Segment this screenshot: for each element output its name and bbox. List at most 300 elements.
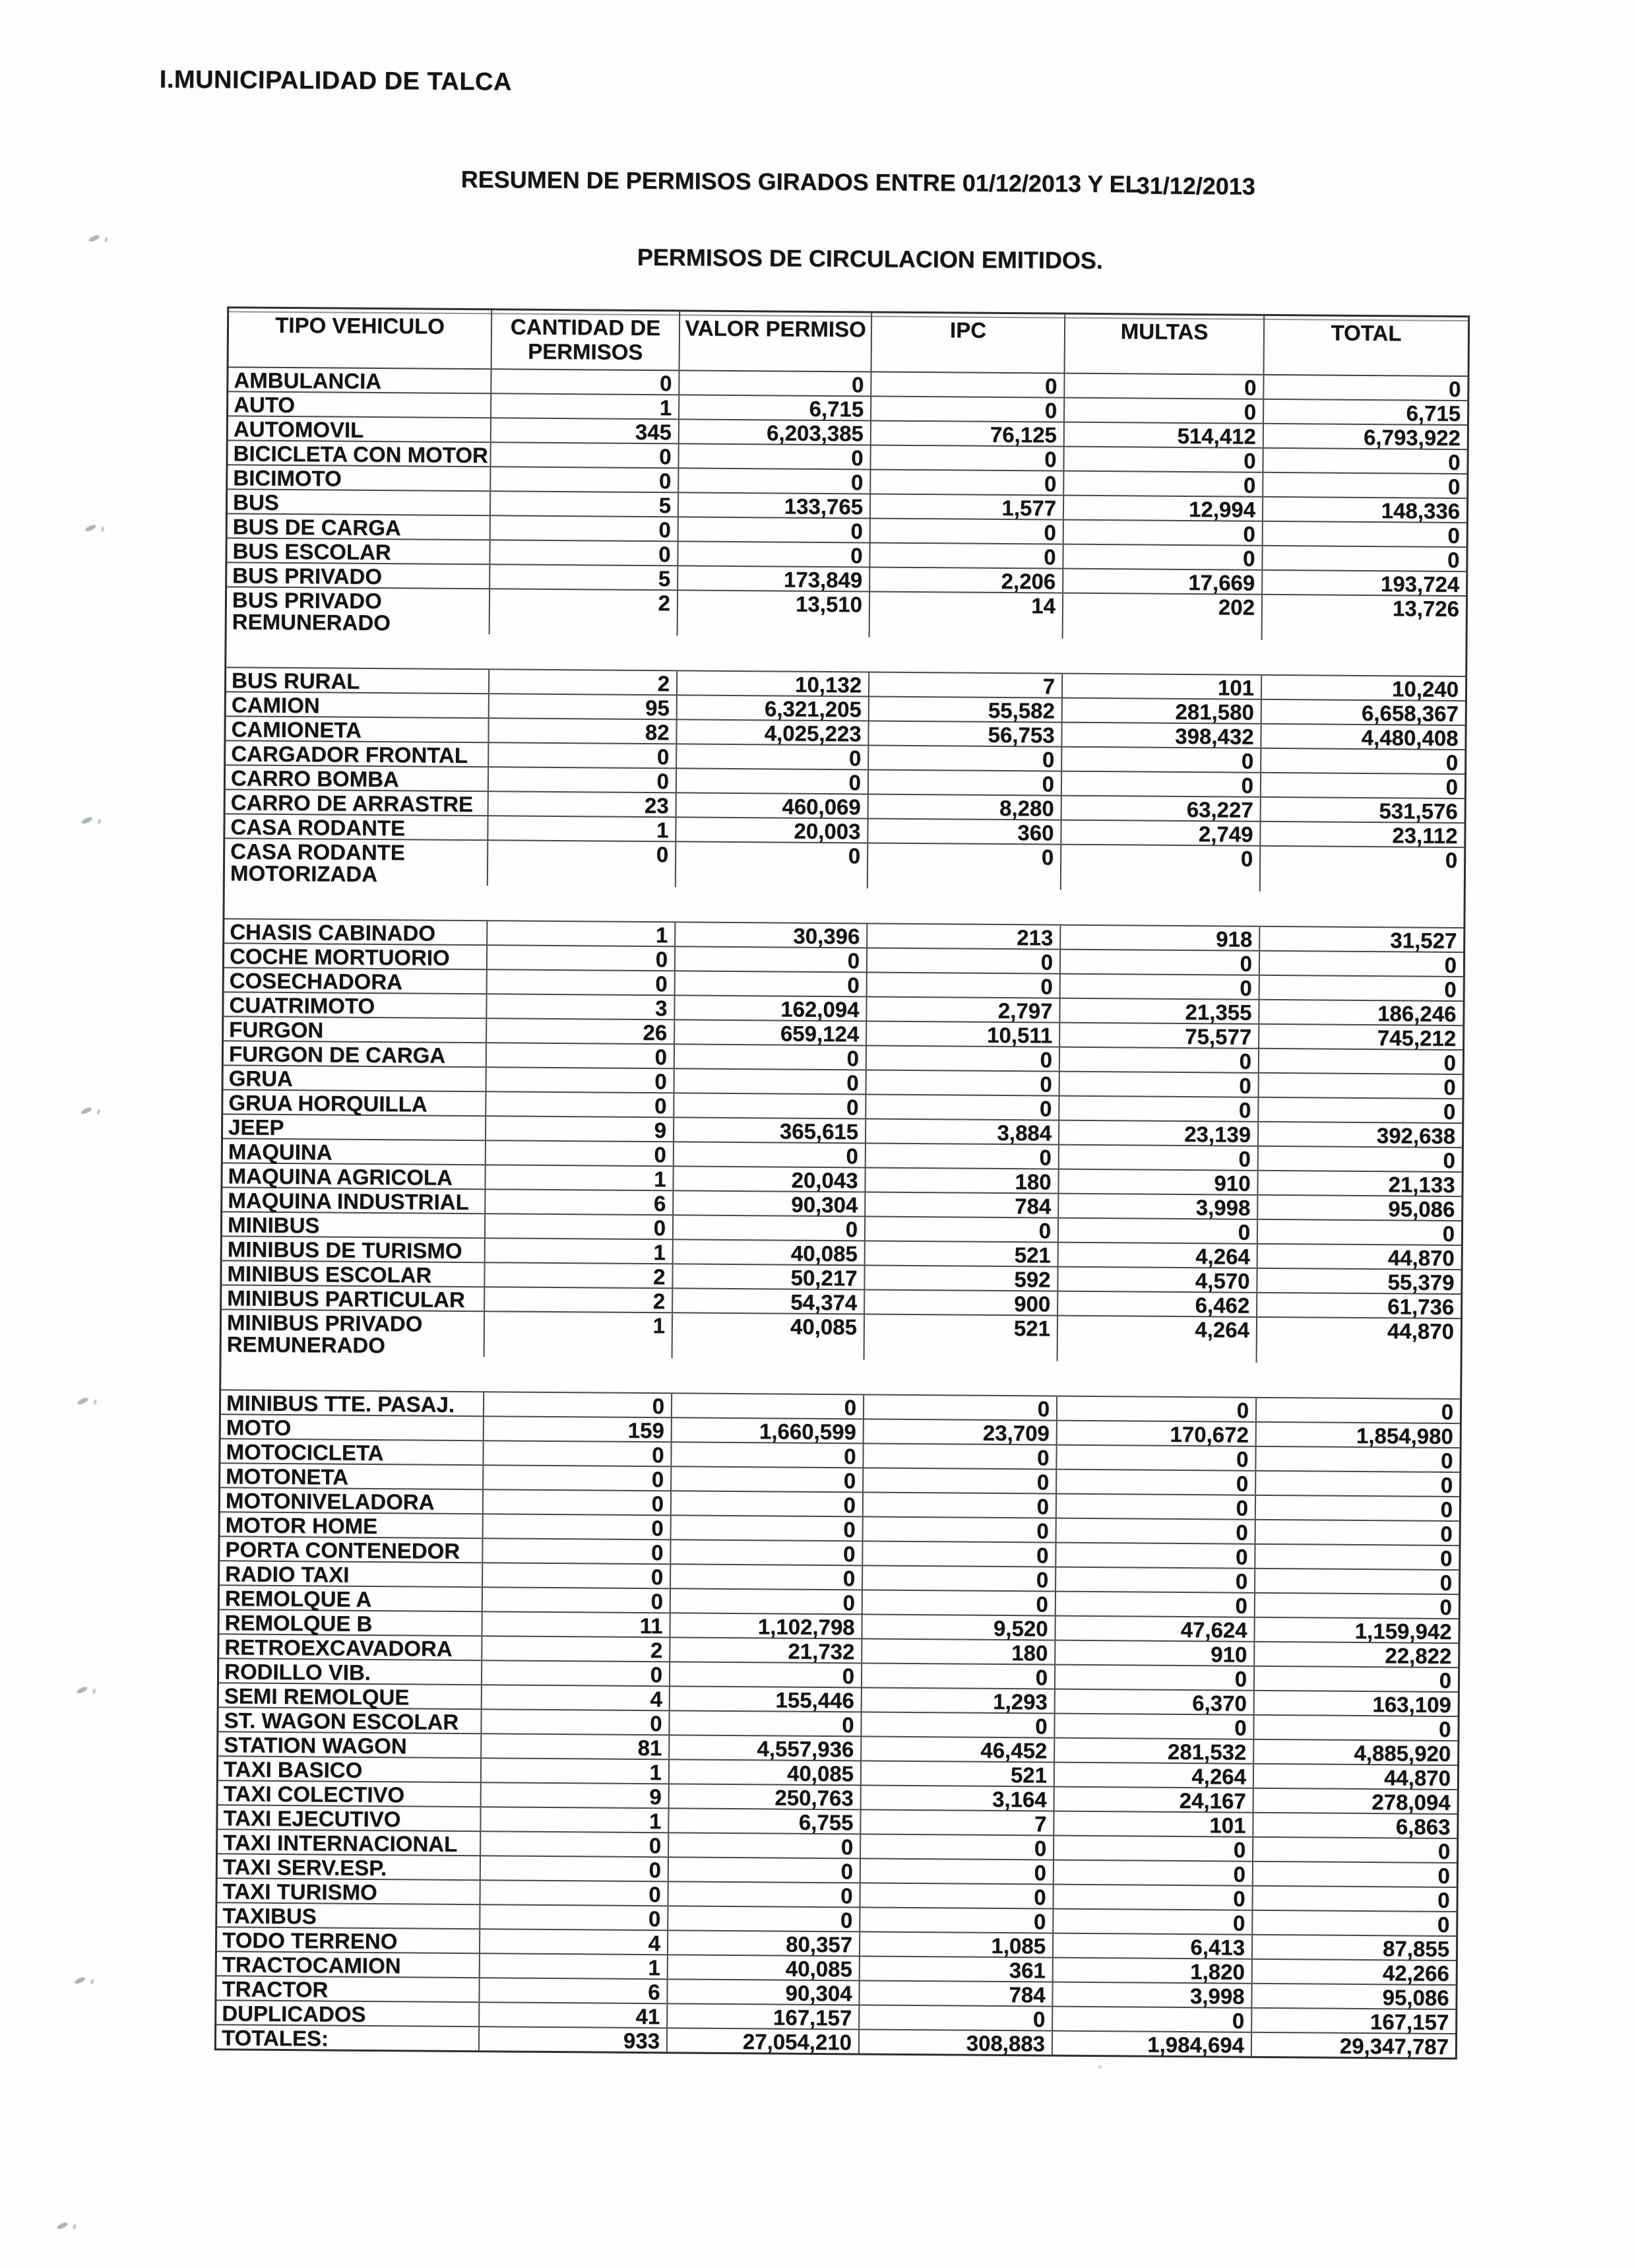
cell-valor-permiso: 80,357: [668, 1931, 860, 1955]
cell-cantidad-permisos: 0: [482, 1661, 670, 1685]
cell-valor-permiso: 10,132: [677, 671, 869, 696]
cell-total: 0: [1439, 1545, 1453, 1571]
cell-cantidad-permisos: 23: [489, 792, 677, 816]
cell-tipo-vehiculo: MINIBUS ESCOLAR: [222, 1261, 485, 1286]
cell-cantidad-permisos: 1: [491, 394, 679, 418]
cell-total: 6,793,922: [1363, 424, 1461, 451]
cell-multas: 3,998: [1053, 1983, 1252, 2007]
cell-cantidad-permisos: 0: [487, 1068, 675, 1092]
cell-valor-permiso: 162,094: [675, 996, 867, 1020]
cell-tipo-vehiculo: ST. WAGON ESCOLAR: [218, 1708, 482, 1733]
cell-valor-permiso: 173,849: [678, 566, 870, 591]
cell-tipo-vehiculo: GRUA: [224, 1066, 487, 1091]
cell-valor-permiso: 167,157: [668, 2004, 860, 2028]
cell-valor-permiso: 40,085: [668, 1955, 860, 1980]
cell-cantidad-permisos: 81: [482, 1734, 670, 1759]
cell-ipc: 0: [860, 2005, 1053, 2030]
cell-tipo-vehiculo: COCHE MORTUORIO: [224, 944, 488, 969]
cell-cantidad-permisos: 345: [491, 418, 679, 443]
cell-valor-permiso: 40,085: [670, 1760, 862, 1784]
cell-valor-permiso: 54,374: [673, 1289, 865, 1313]
cell-tipo-vehiculo: TAXI TURISMO: [218, 1879, 481, 1904]
cell-tipo-vehiculo: REMOLQUE B: [220, 1610, 483, 1635]
cell-tipo-vehiculo: TAXI SERV.ESP.: [218, 1854, 481, 1879]
cell-ipc: 14: [870, 592, 1063, 638]
cell-valor-permiso: 0: [676, 971, 867, 996]
cell-multas: 101: [1063, 674, 1262, 699]
cell-tipo-vehiculo: STATION WAGON: [218, 1732, 482, 1757]
cell-tipo-vehiculo: CASA RODANTE: [225, 814, 488, 839]
cell-tipo-vehiculo: MINIBUS PARTICULAR: [222, 1285, 485, 1311]
cell-multas: 4,264: [1059, 1243, 1258, 1268]
cell-ipc: 900: [865, 1290, 1058, 1314]
cell-multas: 0: [1057, 1397, 1257, 1421]
cell-ipc: 1,293: [862, 1688, 1055, 1712]
cell-tipo-vehiculo: TAXI INTERNACIONAL: [218, 1830, 481, 1855]
table-body: [216, 368, 1468, 2057]
cell-tipo-vehiculo: TAXIBUS: [217, 1903, 480, 1928]
cell-ipc: 0: [862, 1712, 1055, 1737]
cell-multas: 514,412: [1065, 423, 1264, 447]
cell-cantidad-permisos: 0: [483, 1563, 671, 1588]
cell-tipo-vehiculo: REMOLQUE A: [220, 1586, 483, 1611]
cell-total: 0: [1439, 1594, 1452, 1619]
cell-tipo-vehiculo: CAMION: [226, 692, 489, 717]
cell-total: 87,855: [1382, 1936, 1450, 1961]
cell-ipc: 0: [862, 1664, 1055, 1688]
cell-cantidad-permisos: 0: [484, 1441, 672, 1466]
cell-ipc: 46,452: [862, 1737, 1055, 1761]
cell-valor-permiso: 1,660,599: [672, 1418, 864, 1442]
cell-valor-permiso: 30,396: [676, 923, 867, 947]
cell-cantidad-permisos: 0: [483, 1539, 671, 1563]
cell-total: 193,724: [1380, 571, 1460, 597]
cell-valor-permiso: 0: [668, 1906, 860, 1931]
cell-cantidad-permisos: 159: [484, 1417, 672, 1441]
cell-multas: 0: [1056, 1592, 1255, 1617]
cell-valor-permiso: 27,054,210: [668, 2028, 860, 2053]
cell-cantidad-permisos: 11: [483, 1612, 671, 1636]
cell-tipo-vehiculo: RODILLO VIB.: [219, 1659, 482, 1684]
cell-cantidad-permisos: 0: [491, 467, 679, 492]
cell-cantidad-permisos: 2: [485, 1287, 673, 1312]
cell-total: 23,112: [1392, 823, 1458, 849]
cell-tipo-vehiculo: FURGON DE CARGA: [224, 1041, 487, 1066]
cell-tipo-vehiculo: CASA RODANTE MOTORIZADA: [225, 839, 488, 886]
cell-ipc: 521: [862, 1761, 1055, 1786]
cell-total: 0: [1441, 1399, 1454, 1425]
cell-tipo-vehiculo: CHASIS CABINADO: [224, 919, 488, 944]
cell-multas: 0: [1064, 472, 1263, 496]
cell-cantidad-permisos: 0: [487, 1043, 675, 1068]
cell-tipo-vehiculo: TRACTOR: [216, 1976, 480, 2001]
cell-ipc: 360: [868, 819, 1061, 843]
cell-tipo-vehiculo: BUS ESCOLAR: [227, 538, 490, 564]
cell-multas: 0: [1054, 1836, 1253, 1861]
cell-multas: 0: [1059, 1097, 1259, 1121]
cell-cantidad-permisos: 0: [490, 540, 678, 565]
cell-cantidad-permisos: 0: [484, 1514, 672, 1539]
cell-multas: 910: [1059, 1170, 1258, 1194]
cell-cantidad-permisos: 26: [487, 1019, 675, 1043]
cell-multas: 0: [1060, 1072, 1259, 1097]
cell-valor-permiso: 13,510: [678, 591, 870, 637]
cell-tipo-vehiculo: JEEP: [223, 1115, 486, 1140]
cell-total: 0: [1439, 1716, 1451, 1741]
cell-valor-permiso: 0: [674, 1093, 866, 1118]
cell-total: 148,336: [1381, 498, 1461, 524]
cell-tipo-vehiculo: TAXI COLECTIVO: [218, 1781, 482, 1806]
cell-tipo-vehiculo: CARRO DE ARRASTRE: [226, 790, 489, 815]
cell-total: 0: [1444, 952, 1457, 978]
cell-total: 0: [1447, 474, 1461, 500]
table-row: [224, 839, 1464, 928]
cell-tipo-vehiculo: BUS: [228, 490, 491, 515]
cell-total: 29,347,787: [1339, 2033, 1449, 2059]
cell-valor-permiso: 21,732: [670, 1638, 862, 1662]
cell-valor-permiso: 0: [671, 1540, 863, 1565]
cell-total: 1,159,942: [1354, 1618, 1452, 1644]
cell-cantidad-permisos: 0: [481, 1832, 669, 1856]
cell-multas: 170,672: [1057, 1421, 1257, 1446]
cell-ipc: 0: [863, 1566, 1056, 1590]
cell-tipo-vehiculo: MINIBUS PRIVADO REMUNERADO: [222, 1310, 485, 1357]
cell-ipc: 8,280: [869, 794, 1062, 819]
cell-ipc: 0: [860, 1908, 1054, 1932]
cell-total: 167,157: [1369, 2009, 1449, 2034]
cell-cantidad-permisos: 1: [488, 921, 676, 946]
cell-valor-permiso: 20,043: [674, 1167, 865, 1191]
cell-ipc: 0: [861, 1834, 1054, 1859]
header-valor-permiso: VALOR PERMISO: [680, 311, 873, 371]
pencil-smudge: [80, 1107, 102, 1116]
cell-multas: 47,624: [1055, 1617, 1255, 1641]
cell-ipc: 76,125: [871, 421, 1065, 445]
cell-ipc: 213: [867, 924, 1061, 948]
header-total: TOTAL: [1331, 320, 1402, 346]
cell-valor-permiso: 0: [669, 1858, 861, 1882]
cell-valor-permiso: 365,615: [674, 1118, 866, 1142]
pencil-smudge: [57, 2222, 78, 2231]
cell-multas: 2,749: [1061, 821, 1261, 845]
cell-total: 0: [1448, 376, 1461, 402]
cell-total: 531,576: [1379, 798, 1458, 824]
cell-multas: 101: [1054, 1812, 1253, 1836]
table-row: [221, 1310, 1461, 1400]
cell-cantidad-permisos: 0: [484, 1490, 672, 1514]
cell-valor-permiso: 0: [679, 371, 871, 395]
cell-tipo-vehiculo: BICIMOTO: [228, 465, 491, 490]
cell-valor-permiso: 0: [675, 1069, 867, 1093]
cell-ipc: 9,520: [862, 1615, 1055, 1639]
cell-valor-permiso: 0: [669, 1833, 861, 1858]
cell-tipo-vehiculo: MINIBUS: [222, 1212, 486, 1237]
cell-total: 4,480,408: [1361, 725, 1459, 751]
cell-valor-permiso: 0: [672, 1467, 864, 1491]
org-title: I.MUNICIPALIDAD DE TALCA: [159, 65, 513, 96]
cell-multas: 6,462: [1058, 1292, 1257, 1316]
cell-cantidad-permisos: 9: [482, 1783, 670, 1807]
cell-ipc: 0: [871, 397, 1065, 422]
cell-ipc: 3,884: [866, 1119, 1059, 1144]
cell-tipo-vehiculo: TAXI BASICO: [218, 1757, 482, 1782]
cell-cantidad-permisos: 1: [486, 1239, 674, 1263]
cell-valor-permiso: 6,755: [669, 1809, 861, 1833]
cell-total: 745,212: [1377, 1025, 1457, 1051]
cell-cantidad-permisos: 0: [488, 970, 676, 994]
cell-multas: 1,820: [1054, 1959, 1253, 1983]
cell-total: 0: [1443, 1099, 1456, 1124]
cell-total: 0: [1443, 1148, 1455, 1173]
cell-total: 44,870: [1387, 1245, 1455, 1271]
report-title-row: [0, 162, 1635, 200]
cell-total: 163,109: [1372, 1692, 1451, 1717]
cell-ipc: 3,164: [862, 1786, 1055, 1810]
cell-multas: 0: [1055, 1714, 1254, 1739]
cell-tipo-vehiculo: MAQUINA: [223, 1139, 486, 1164]
cell-multas: 63,227: [1062, 796, 1261, 821]
cell-ipc: 784: [865, 1192, 1059, 1217]
cell-cantidad-permisos: 2: [485, 1263, 673, 1287]
cell-multas: 0: [1055, 1666, 1255, 1690]
cell-total: 61,736: [1387, 1294, 1455, 1320]
cell-ipc: 0: [864, 1493, 1057, 1517]
cell-cantidad-permisos: 0: [489, 743, 677, 767]
cell-cantidad-permisos: 0: [486, 1214, 674, 1239]
cell-ipc: 0: [869, 746, 1062, 770]
cell-cantidad-permisos: 0: [481, 1856, 669, 1881]
cell-multas: 918: [1061, 926, 1260, 950]
cell-valor-permiso: 0: [669, 1882, 861, 1906]
pencil-smudge: [77, 1686, 98, 1695]
cell-cantidad-permisos: 0: [483, 1588, 671, 1612]
cell-valor-permiso: 0: [670, 1662, 862, 1687]
cell-ipc: 308,883: [860, 2030, 1053, 2054]
cell-tipo-vehiculo: MOTOR HOME: [220, 1512, 484, 1538]
cell-cantidad-permisos: 0: [489, 767, 677, 792]
cell-total: 42,266: [1382, 1960, 1449, 1986]
cell-total: 44,870: [1383, 1765, 1451, 1790]
cell-ipc: 0: [861, 1883, 1054, 1908]
cell-ipc: 0: [865, 1217, 1059, 1241]
cell-ipc: 0: [871, 470, 1064, 494]
cell-cantidad-permisos: 0: [482, 1710, 670, 1734]
cell-multas: 0: [1062, 748, 1261, 772]
cell-ipc: 56,753: [869, 721, 1062, 746]
cell-tipo-vehiculo: TODO TERRENO: [217, 1928, 480, 1953]
cell-cantidad-permisos: 0: [481, 1881, 669, 1905]
cell-multas: 0: [1061, 845, 1261, 891]
cell-total: 0: [1437, 1912, 1450, 1937]
cell-valor-permiso: 0: [677, 744, 869, 769]
report-end-date: 31/12/2013: [1136, 172, 1255, 200]
cell-multas: 202: [1063, 594, 1263, 640]
cell-cantidad-permisos: 1: [488, 816, 676, 841]
cell-ipc: 1,577: [871, 494, 1064, 519]
cell-cantidad-permisos: 0: [488, 841, 676, 887]
cell-ipc: 0: [863, 1541, 1056, 1566]
cell-multas: 281,532: [1055, 1739, 1254, 1763]
cell-multas: 0: [1061, 950, 1260, 975]
pencil-smudge: [77, 1397, 98, 1406]
cell-ipc: 521: [865, 1241, 1059, 1266]
cell-tipo-vehiculo: BUS PRIVADO: [227, 563, 490, 588]
cell-multas: 12,994: [1064, 496, 1263, 521]
cell-cantidad-permisos: 4: [480, 1929, 668, 1954]
cell-tipo-vehiculo: TOTALES:: [216, 2025, 480, 2050]
cell-ipc: 0: [871, 373, 1065, 397]
cell-multas: 398,432: [1062, 723, 1261, 748]
table-header-row: [229, 308, 1468, 377]
cell-tipo-vehiculo: TAXI EJECUTIVO: [218, 1805, 481, 1831]
cell-tipo-vehiculo: SEMI REMOLQUE: [219, 1683, 482, 1708]
cell-valor-permiso: 6,203,385: [679, 420, 871, 444]
cell-cantidad-permisos: 5: [490, 565, 678, 589]
cell-valor-permiso: 0: [671, 1565, 863, 1589]
cell-total: 0: [1443, 1050, 1457, 1076]
cell-cantidad-permisos: 0: [486, 1092, 674, 1117]
cell-cantidad-permisos: 0: [488, 946, 676, 970]
cell-multas: 0: [1065, 374, 1264, 399]
cell-cantidad-permisos: 0: [480, 1905, 668, 1929]
cell-multas: 24,167: [1055, 1788, 1254, 1812]
cell-valor-permiso: 0: [676, 947, 867, 971]
cell-ipc: 180: [865, 1168, 1059, 1192]
cell-multas: 4,264: [1058, 1316, 1257, 1363]
cell-tipo-vehiculo: MAQUINA INDUSTRIAL: [222, 1188, 486, 1213]
cell-valor-permiso: 0: [676, 842, 868, 888]
cell-total: 0: [1437, 1863, 1451, 1888]
cell-cantidad-permisos: 0: [491, 516, 679, 540]
cell-multas: 0: [1062, 772, 1261, 796]
cell-tipo-vehiculo: GRUA HORQUILLA: [223, 1090, 486, 1115]
cell-multas: 0: [1057, 1446, 1256, 1470]
cell-tipo-vehiculo: MOTONETA: [220, 1464, 484, 1489]
cell-total: 0: [1440, 1472, 1453, 1498]
cell-multas: 0: [1061, 975, 1260, 999]
cell-total: 0: [1437, 1887, 1450, 1912]
cell-total: 55,379: [1387, 1270, 1455, 1295]
cell-ipc: 180: [862, 1639, 1055, 1664]
cell-ipc: 784: [860, 1981, 1053, 2005]
cell-ipc: 0: [871, 519, 1064, 543]
cell-valor-permiso: 0: [674, 1215, 865, 1240]
cell-ipc: 7: [861, 1810, 1054, 1834]
cell-multas: 4,264: [1055, 1763, 1254, 1788]
cell-tipo-vehiculo: BUS RURAL: [226, 668, 489, 693]
cell-total: 44,870: [1387, 1318, 1455, 1344]
cell-cantidad-permisos: 2: [482, 1636, 670, 1661]
cell-cantidad-permisos: 6: [480, 1978, 668, 2003]
cell-tipo-vehiculo: MOTONIVELADORA: [220, 1488, 484, 1513]
cell-multas: 0: [1059, 1219, 1258, 1243]
cell-tipo-vehiculo: TRACTOCAMION: [217, 1952, 480, 1977]
cell-cantidad-permisos: 0: [484, 1392, 672, 1417]
header-multas: MULTAS: [1065, 315, 1265, 374]
cell-valor-permiso: 0: [678, 542, 870, 566]
cell-multas: 0: [1056, 1543, 1255, 1568]
cell-total: 0: [1440, 1521, 1453, 1546]
cell-cantidad-permisos: 82: [489, 719, 677, 743]
cell-ipc: 0: [866, 1095, 1059, 1119]
cell-ipc: 0: [870, 543, 1063, 567]
cell-total: 0: [1444, 977, 1457, 1002]
cell-multas: 0: [1053, 2007, 1252, 2032]
cell-valor-permiso: 4,557,936: [670, 1735, 862, 1760]
cell-multas: 0: [1057, 1470, 1256, 1495]
cell-multas: 0: [1064, 521, 1263, 545]
cell-valor-permiso: 0: [679, 517, 871, 542]
cell-total: 0: [1443, 1074, 1456, 1100]
cell-valor-permiso: 1,102,798: [670, 1613, 862, 1638]
cell-valor-permiso: 460,069: [677, 793, 869, 818]
cell-ipc: 0: [868, 843, 1061, 890]
cell-ipc: 361: [860, 1957, 1054, 1981]
pencil-smudge: [75, 1976, 96, 1986]
cell-ipc: 0: [867, 1070, 1060, 1095]
cell-total: 0: [1440, 1448, 1453, 1474]
cell-multas: 23,139: [1059, 1121, 1259, 1146]
cell-tipo-vehiculo: MOTOCICLETA: [220, 1439, 484, 1464]
cell-multas: 0: [1057, 1519, 1256, 1543]
cell-multas: 0: [1056, 1568, 1255, 1592]
cell-valor-permiso: 90,304: [674, 1191, 865, 1215]
cell-valor-permiso: 0: [672, 1516, 864, 1540]
cell-tipo-vehiculo: RADIO TAXI: [220, 1561, 483, 1586]
report-title: RESUMEN DE PERMISOS GIRADOS ENTRE 01/12/2013 Y EL: [460, 165, 1140, 198]
cell-valor-permiso: 90,304: [668, 1980, 860, 2004]
cell-tipo-vehiculo: AMBULANCIA: [228, 368, 491, 393]
cell-total: 0: [1437, 1838, 1451, 1863]
cell-valor-permiso: 6,321,205: [677, 696, 869, 720]
cell-cantidad-permisos: 1: [485, 1312, 673, 1358]
cell-valor-permiso: 0: [674, 1142, 866, 1167]
cell-ipc: 1,085: [860, 1932, 1054, 1957]
cell-multas: 3,998: [1059, 1194, 1258, 1219]
cell-total: 0: [1439, 1570, 1453, 1595]
cell-multas: 0: [1054, 1861, 1253, 1885]
cell-cantidad-permisos: 1: [482, 1759, 670, 1783]
cell-tipo-vehiculo: MINIBUS TTE. PASAJ.: [221, 1390, 484, 1415]
cell-valor-permiso: 133,765: [679, 493, 871, 517]
cell-total: 0: [1445, 774, 1459, 800]
cell-multas: 6,370: [1055, 1690, 1255, 1714]
cell-tipo-vehiculo: FURGON: [224, 1017, 487, 1042]
cell-ipc: 0: [866, 1144, 1059, 1168]
cell-tipo-vehiculo: COSECHADORA: [224, 968, 488, 993]
cell-valor-permiso: 155,446: [670, 1687, 862, 1711]
cell-multas: 0: [1057, 1495, 1256, 1519]
cell-tipo-vehiculo: MOTO: [221, 1415, 484, 1440]
cell-tipo-vehiculo: MAQUINA AGRICOLA: [222, 1163, 486, 1188]
cell-multas: 0: [1064, 447, 1263, 472]
scan-speck: [1098, 2065, 1102, 2068]
cell-ipc: 0: [867, 948, 1061, 973]
cell-total: 95,086: [1388, 1196, 1455, 1222]
cell-ipc: 55,582: [869, 697, 1063, 721]
permits-table: [214, 306, 1470, 2059]
cell-total: 95,086: [1382, 1985, 1449, 2010]
cell-multas: 6,413: [1054, 1934, 1253, 1959]
header-ipc: IPC: [872, 313, 1066, 373]
header-cantidad-permisos: CANTIDAD DE PERMISOS: [492, 310, 681, 370]
cell-cantidad-permisos: 2: [490, 589, 678, 635]
cell-ipc: 521: [865, 1314, 1058, 1361]
cell-total: 392,638: [1376, 1123, 1456, 1149]
cell-valor-permiso: 0: [671, 1589, 863, 1613]
cell-total: 0: [1442, 1221, 1455, 1247]
cell-total: 278,094: [1371, 1790, 1451, 1815]
